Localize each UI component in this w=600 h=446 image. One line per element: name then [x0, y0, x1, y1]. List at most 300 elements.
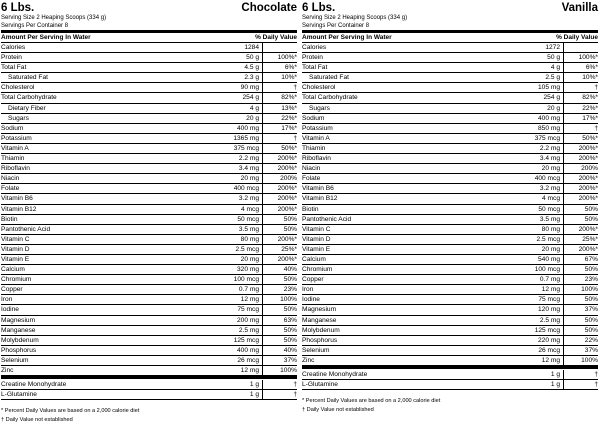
panel-heading — [302, 1, 598, 14]
daily-value-percent: 50% — [584, 205, 598, 213]
nutrient-amount: 12 mg — [498, 356, 564, 365]
daily-value-percent: 50% — [283, 225, 297, 233]
nutrient-amount: 320 mg — [197, 265, 263, 274]
nutrient-amount: 20 mg — [498, 245, 564, 254]
nutrient-amount: 850 mg — [498, 124, 564, 133]
nutrient-amount: 4 mcg — [498, 194, 564, 203]
nutrient-amount: 4 g — [197, 104, 263, 113]
container-size: 6 Lbs. — [302, 2, 336, 14]
nutrient-name: Chromium — [302, 266, 333, 274]
daily-value-percent: 25%* — [582, 235, 598, 243]
table-row — [1, 205, 297, 215]
nutrient-name: Folate — [1, 185, 20, 193]
daily-value-percent: 22%* — [281, 114, 297, 122]
divider — [302, 30, 598, 33]
daily-value-percent: 82%* — [281, 94, 297, 102]
daily-value-percent: 50% — [584, 266, 598, 274]
nutrient-amount: 2.3 g — [197, 73, 263, 82]
table-row — [302, 83, 598, 93]
nutrient-name: Vitamin E — [1, 255, 30, 263]
daily-value-percent: 50% — [283, 336, 297, 344]
daily-value-percent: 67% — [584, 255, 598, 263]
table-row — [1, 235, 297, 245]
table-row — [302, 235, 598, 245]
daily-value-percent: 200%* — [277, 155, 297, 163]
nutrient-amount: 90 mg — [197, 83, 263, 92]
amount-per-serving-label: Amount Per Serving In Water — [302, 34, 392, 41]
nutrient-name: Zinc — [302, 356, 315, 364]
divider — [302, 366, 598, 369]
nutrient-amount: 120 mg — [498, 305, 564, 314]
nutrient-amount: 400 mg — [197, 124, 263, 133]
nutrient-name: Calcium — [1, 266, 25, 274]
supplement-rows — [1, 380, 297, 400]
nutrient-amount: 75 mcg — [498, 295, 564, 304]
footnote-not-established: † Daily Value not established — [1, 417, 73, 424]
table-row — [1, 326, 297, 336]
table-row — [302, 205, 598, 215]
nutrient-name: Thiamin — [302, 144, 326, 152]
nutrient-amount: 125 mcg — [197, 336, 263, 345]
nutrient-amount: 20 mg — [197, 255, 263, 264]
nutrient-name: Selenium — [1, 356, 29, 364]
daily-value-percent: 82%* — [582, 94, 598, 102]
table-row — [1, 53, 297, 63]
nutrient-name: Biotin — [1, 215, 18, 223]
table-row — [1, 366, 297, 376]
nutrient-name: Protein — [1, 54, 22, 62]
daily-value-percent: 200%* — [277, 205, 297, 213]
nutrition-panel-vanilla — [302, 0, 598, 415]
nutrient-amount: 105 mg — [498, 83, 564, 92]
table-row — [302, 164, 598, 174]
nutrient-name: Zinc — [1, 367, 14, 374]
daily-value-percent — [263, 43, 297, 52]
daily-value-percent: 100%* — [578, 54, 598, 62]
table-row — [302, 326, 598, 336]
nutrient-amount: 3.2 mg — [197, 194, 263, 203]
nutrient-name: Vitamin B6 — [302, 185, 334, 193]
nutrient-name: L-Glutamine — [1, 391, 37, 399]
nutrient-name: Phosphorus — [1, 346, 37, 354]
nutrient-amount: 2.5 mg — [498, 316, 564, 325]
daily-value-percent: 200%* — [277, 195, 297, 203]
nutrient-amount: 2.2 mg — [498, 144, 564, 153]
nutrient-amount: 20 mg — [197, 174, 263, 183]
daily-value-percent: 23% — [584, 276, 598, 284]
nutrient-rows — [1, 43, 297, 376]
nutrient-name: Cholesterol — [1, 84, 35, 92]
nutrient-name: Thiamin — [1, 155, 25, 163]
table-row — [302, 316, 598, 326]
nutrient-name: Total Carbohydrate — [302, 94, 358, 102]
daily-value-percent: 100% — [581, 356, 598, 364]
nutrient-amount: 220 mg — [498, 336, 564, 345]
table-row — [1, 194, 297, 204]
footnote-daily-value: * Percent Daily Values are based on a 2,000 calorie diet — [1, 408, 140, 415]
daily-value-percent: 50%* — [281, 144, 297, 152]
daily-value-percent: 50% — [283, 276, 297, 284]
nutrient-amount: 3.4 mg — [498, 154, 564, 163]
nutrient-amount: 1365 mg — [197, 134, 263, 143]
nutrient-name: Potassium — [1, 134, 32, 142]
table-row — [302, 305, 598, 315]
nutrient-name: Molybdenum — [1, 336, 39, 344]
daily-value-percent: 50% — [584, 326, 598, 334]
nutrient-name: Sodium — [1, 124, 24, 132]
nutrient-name: Creatine Monohydrate — [302, 371, 368, 378]
daily-value-percent: † — [594, 124, 598, 132]
table-row — [1, 390, 297, 400]
table-row — [1, 164, 297, 174]
table-row — [1, 275, 297, 285]
nutrient-amount: 12 mg — [498, 285, 564, 294]
table-row — [302, 43, 598, 53]
table-row — [1, 225, 297, 235]
daily-value-percent: 63% — [283, 316, 297, 324]
daily-value-percent: † — [594, 371, 598, 378]
nutrient-amount: 540 mg — [498, 255, 564, 264]
table-row — [302, 144, 598, 154]
nutrient-name: Vitamin A — [1, 144, 29, 152]
table-row — [1, 356, 297, 366]
daily-value-percent: 100% — [280, 296, 297, 304]
nutrient-amount: 1 g — [498, 380, 564, 389]
table-row — [302, 154, 598, 164]
nutrient-amount: 1 g — [498, 370, 564, 379]
table-row — [1, 124, 297, 134]
nutrient-name: L-Glutamine — [302, 381, 338, 389]
table-row — [302, 104, 598, 114]
daily-value-percent: 200%* — [277, 165, 297, 173]
nutrient-name: Vitamin B12 — [1, 205, 37, 213]
table-row — [1, 174, 297, 184]
table-header — [302, 34, 598, 42]
nutrient-amount: 3.2 mg — [498, 184, 564, 193]
table-row — [302, 285, 598, 295]
nutrient-name: Calories — [1, 44, 26, 51]
table-row — [1, 336, 297, 346]
table-row — [302, 225, 598, 235]
nutrient-amount: 0.7 mg — [197, 285, 263, 294]
nutrient-name: Potassium — [302, 124, 333, 132]
daily-value-percent: 100% — [581, 286, 598, 294]
serving-size: Serving Size 2 Heaping Scoops (334 g) — [302, 15, 408, 21]
daily-value-percent: 200%* — [578, 155, 598, 163]
daily-value-percent: 22%* — [582, 104, 598, 112]
nutrient-name: Calcium — [302, 255, 326, 263]
table-row — [1, 114, 297, 124]
table-row — [1, 83, 297, 93]
daily-value-percent: † — [594, 84, 598, 92]
nutrient-name: Phosphorus — [302, 336, 338, 344]
table-row — [302, 215, 598, 225]
footnotes — [302, 397, 598, 415]
nutrient-amount: 3.4 mg — [197, 164, 263, 173]
nutrient-name: Niacin — [302, 165, 321, 173]
nutrient-amount: 1272 — [498, 43, 564, 52]
table-row — [1, 104, 297, 114]
nutrient-amount: 2.5 mg — [197, 326, 263, 335]
table-header — [1, 34, 297, 42]
nutrient-name: Riboflavin — [1, 165, 30, 173]
table-row — [302, 245, 598, 255]
nutrient-amount: 400 mg — [498, 114, 564, 123]
nutrient-amount: 20 mg — [498, 164, 564, 173]
divider — [1, 30, 297, 33]
nutrient-amount: 20 g — [498, 104, 564, 113]
nutrient-name: Vitamin B6 — [1, 195, 33, 203]
nutrient-name: Vitamin E — [302, 245, 331, 253]
table-row — [1, 184, 297, 194]
daily-value-percent: 50% — [283, 326, 297, 334]
nutrient-amount: 80 mg — [498, 225, 564, 234]
daily-value-percent: 17%* — [281, 124, 297, 132]
daily-value-percent: 200%* — [578, 144, 598, 152]
nutrient-rows — [302, 43, 598, 366]
nutrient-name: Total Carbohydrate — [1, 94, 57, 102]
daily-value-percent: 50% — [584, 316, 598, 324]
nutrient-name: Riboflavin — [302, 155, 331, 163]
nutrient-amount: 2.5 mcg — [197, 245, 263, 254]
table-row — [302, 134, 598, 144]
nutrient-name: Vitamin A — [302, 134, 330, 142]
daily-value-percent: 50% — [584, 296, 598, 304]
servings-per-container: Servings Per Container 8 — [1, 23, 69, 29]
table-row — [1, 144, 297, 154]
nutrient-amount: 50 mcg — [498, 205, 564, 214]
nutrient-amount: 80 mg — [197, 235, 263, 244]
nutrient-amount: 3.5 mg — [498, 215, 564, 224]
daily-value-percent: 100%* — [277, 54, 297, 62]
daily-value-percent: 50% — [283, 215, 297, 223]
divider — [1, 376, 297, 379]
nutrient-amount: 20 g — [197, 114, 263, 123]
table-row — [302, 184, 598, 194]
table-row — [302, 73, 598, 83]
table-row — [302, 255, 598, 265]
nutrient-amount: 1284 — [197, 43, 263, 52]
nutrient-name: Magnesium — [302, 306, 337, 314]
nutrient-name: Creatine Monohydrate — [1, 381, 67, 389]
nutrient-name: Niacin — [1, 175, 20, 183]
nutrient-amount: 254 g — [197, 93, 263, 102]
daily-value-percent: 200%* — [277, 235, 297, 243]
nutrient-name: Dietary Fiber — [8, 104, 46, 112]
daily-value-percent: 37% — [584, 346, 598, 354]
nutrient-name: Chromium — [1, 276, 32, 284]
nutrient-amount: 26 mcg — [197, 356, 263, 365]
nutrient-amount: 2.2 mg — [197, 154, 263, 163]
daily-value-percent: 200%* — [578, 195, 598, 203]
nutrient-name: Iron — [1, 296, 13, 304]
table-row — [302, 295, 598, 305]
nutrient-amount: 0.7 mg — [498, 275, 564, 284]
daily-value-percent: 37% — [283, 356, 297, 364]
flavor-name: Chocolate — [241, 2, 297, 14]
daily-value-percent: 40% — [283, 346, 297, 354]
daily-value-percent: 6%* — [284, 64, 297, 72]
nutrient-amount: 50 g — [498, 53, 564, 62]
daily-value-percent: 100% — [280, 367, 297, 374]
table-row — [302, 265, 598, 275]
nutrient-amount: 75 mcg — [197, 305, 263, 314]
table-row — [302, 346, 598, 356]
nutrient-amount: 254 g — [498, 93, 564, 102]
nutrient-name: Copper — [302, 276, 324, 284]
nutrient-name: Biotin — [302, 205, 319, 213]
nutrient-amount: 12 mg — [197, 295, 263, 304]
table-row — [302, 93, 598, 103]
daily-value-percent: 17%* — [582, 114, 598, 122]
table-row — [1, 255, 297, 265]
table-row — [302, 275, 598, 285]
table-row — [1, 43, 297, 53]
nutrient-amount: 4 mcg — [197, 205, 263, 214]
nutrient-amount: 2.5 mcg — [498, 235, 564, 244]
nutrient-name: Protein — [302, 54, 323, 62]
table-row — [1, 346, 297, 356]
nutrient-amount: 50 mcg — [197, 215, 263, 224]
nutrient-amount: 1 g — [197, 380, 263, 389]
footnote-not-established: † Daily Value not established — [302, 407, 374, 414]
daily-value-percent: 200% — [280, 175, 297, 183]
daily-value-percent: 10%* — [281, 74, 297, 82]
nutrient-amount: 4 g — [498, 63, 564, 72]
table-row — [1, 63, 297, 73]
amount-per-serving-label: Amount Per Serving In Water — [1, 34, 91, 41]
nutrient-name: Saturated Fat — [309, 74, 349, 82]
table-row — [1, 265, 297, 275]
daily-value-percent: 50% — [283, 306, 297, 314]
table-row — [302, 336, 598, 346]
nutrient-amount: 375 mcg — [498, 134, 564, 143]
daily-value-label: % Daily Value — [255, 34, 297, 41]
table-row — [302, 114, 598, 124]
nutrient-amount: 375 mcg — [197, 144, 263, 153]
daily-value-percent: 22% — [584, 336, 598, 344]
daily-value-percent: † — [293, 84, 297, 92]
panel-heading — [1, 1, 297, 14]
table-row — [302, 63, 598, 73]
nutrient-name: Total Fat — [302, 64, 328, 72]
nutrient-amount: 1 g — [197, 390, 263, 399]
daily-value-percent: † — [293, 391, 297, 399]
daily-value-percent: 6%* — [585, 64, 598, 72]
table-row — [302, 370, 598, 380]
nutrient-name: Pantothenic Acid — [302, 215, 352, 223]
daily-value-percent: † — [293, 381, 297, 389]
table-row — [1, 305, 297, 315]
table-row — [302, 124, 598, 134]
supplement-rows — [302, 370, 598, 390]
nutrient-amount: 400 mg — [197, 346, 263, 355]
daily-value-percent: 200%* — [277, 185, 297, 193]
daily-value-percent: 37% — [584, 306, 598, 314]
nutrient-name: Vitamin D — [302, 235, 331, 243]
nutrient-amount: 50 g — [197, 53, 263, 62]
table-row — [302, 174, 598, 184]
nutrient-name: Selenium — [302, 346, 330, 354]
flavor-name: Vanilla — [561, 2, 598, 14]
daily-value-percent — [564, 43, 598, 52]
nutrient-name: Folate — [302, 175, 321, 183]
daily-value-percent: 10%* — [582, 74, 598, 82]
nutrient-name: Sugars — [8, 114, 29, 122]
daily-value-percent: 13%* — [281, 104, 297, 112]
table-row — [302, 53, 598, 63]
table-row — [1, 245, 297, 255]
footnote-daily-value: * Percent Daily Values are based on a 2,000 calorie diet — [302, 398, 441, 405]
nutrient-amount: 4.5 g — [197, 63, 263, 72]
nutrient-amount: 26 mcg — [498, 346, 564, 355]
serving-size: Serving Size 2 Heaping Scoops (334 g) — [1, 15, 107, 21]
table-row — [1, 134, 297, 144]
daily-value-percent: 50%* — [582, 134, 598, 142]
nutrient-name: Iron — [302, 286, 314, 294]
nutrient-amount: 100 mcg — [498, 265, 564, 274]
daily-value-percent: 200%* — [578, 225, 598, 233]
daily-value-percent: 200% — [581, 165, 598, 173]
nutrient-name: Sugars — [309, 104, 330, 112]
table-row — [302, 194, 598, 204]
daily-value-percent: 50% — [584, 215, 598, 223]
nutrient-name: Vitamin D — [1, 245, 30, 253]
servings-per-container: Servings Per Container 8 — [302, 23, 370, 29]
nutrient-amount: 125 mcg — [498, 326, 564, 335]
container-size: 6 Lbs. — [1, 2, 35, 14]
nutrient-amount: 2.5 g — [498, 73, 564, 82]
nutrient-name: Calories — [302, 44, 327, 51]
nutrition-panel-chocolate — [1, 0, 297, 425]
nutrient-name: Manganese — [1, 326, 36, 334]
nutrient-name: Saturated Fat — [8, 74, 48, 82]
nutrient-amount: 200 mg — [197, 316, 263, 325]
table-row — [1, 316, 297, 326]
daily-value-percent: 23% — [283, 286, 297, 294]
table-row — [1, 380, 297, 390]
nutrient-name: Molybdenum — [302, 326, 340, 334]
nutrient-name: Iodine — [1, 306, 19, 314]
nutrient-amount: 3.5 mg — [197, 225, 263, 234]
daily-value-percent: 200%* — [578, 175, 598, 183]
daily-value-percent: 200%* — [578, 245, 598, 253]
daily-value-percent: 200%* — [277, 255, 297, 263]
nutrient-name: Magnesium — [1, 316, 36, 324]
footnotes — [1, 407, 297, 425]
nutrient-amount: 400 mcg — [498, 174, 564, 183]
nutrient-amount: 400 mcg — [197, 184, 263, 193]
daily-value-percent: † — [594, 381, 598, 389]
table-row — [302, 380, 598, 390]
nutrient-name: Pantothenic Acid — [1, 225, 51, 233]
nutrient-amount: 12 mg — [197, 366, 263, 375]
nutrient-name: Manganese — [302, 316, 337, 324]
nutrient-name: Total Fat — [1, 64, 27, 72]
table-row — [1, 73, 297, 83]
nutrient-name: Cholesterol — [302, 84, 336, 92]
table-row — [1, 285, 297, 295]
nutrient-amount: 100 mcg — [197, 275, 263, 284]
table-row — [1, 295, 297, 305]
table-row — [1, 93, 297, 103]
daily-value-percent: 25%* — [281, 245, 297, 253]
daily-value-percent: † — [293, 134, 297, 142]
nutrient-name: Copper — [1, 286, 23, 294]
table-row — [1, 154, 297, 164]
nutrient-name: Vitamin B12 — [302, 195, 338, 203]
nutrient-name: Vitamin C — [1, 235, 30, 243]
